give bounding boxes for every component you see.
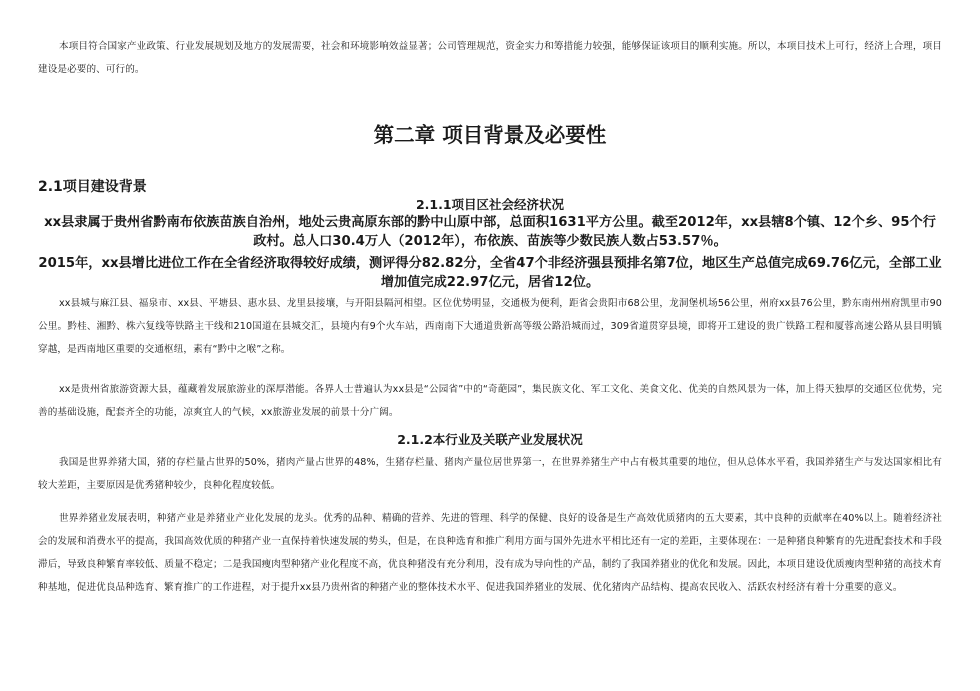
- subsection-title-industry: 2.1.2本行业及关联产业发展状况: [397, 432, 583, 447]
- chapter-title: 第二章 项目背景及必要性: [373, 123, 607, 147]
- tourism-paragraph: xx是贵州省旅游资源大县，蕴藏着发展旅游业的深厚潜能。各界人士普遍认为xx县是“公园省”中的“奇葩园”，集民族文化、军工文化、美食文化、优美的自然风景为一体，加上得天独厚的交通区位优势，完善的基础设施，配套齐全的功能，凉爽宜人的气候，xx旅游业发展的前景十分广阔。: [38, 384, 942, 418]
- county-overview-bold-paragraph: xx县隶属于贵州省黔南布依族苗族自治州，地处云贵高原东部的黔中山原中部，总面积1631平方公里。截至2012年，xx县辖8个镇、12个乡、95个行政村。总人口30.4万人（2012年），布依族、苗族等少数民族人数占53.57％。: [44, 215, 936, 249]
- pig-industry-paragraph-1: 我国是世界养猪大国，猪的存栏量占世界的50%，猪肉产量占世界的48%，生猪存栏量、猪肉产量位居世界第一，在世界养猪生产中占有极其重要的地位，但从总体水平看，我国养猪生产与发达国家相比有较大差距，主要原因是优秀猪种较少，良种化程度较低。: [38, 457, 942, 491]
- geography-transport-paragraph: xx县城与麻江县、福泉市、xx县、平塘县、惠水县、龙里县接壤，与开阳县隔河相望。区位优势明显，交通极为便利，距省会贵阳市68公里，龙洞堡机场56公里，州府xx县76公里，黔东南州州府凯里市90公里。黔桂、湘黔、株六复线等铁路主干线和210国道在县城交汇，县境内有9个火车站，西南南下大通道贵新高等级公路沿城而过，309省道贯穿县境，即将开工建设的贵广铁路工程和厦蓉高速公路从县目明镇穿越，是西南地区重要的交通枢纽，素有“黔中之喉”之称。: [38, 298, 942, 355]
- section-title: 2.1项目建设背景: [38, 179, 147, 195]
- intro-paragraph: 本项目符合国家产业政策、行业发展规划及地方的发展需要，社会和环境影响效益显著；公司管理规范，资金实力和筹措能力较强，能够保证该项目的顺利实施。所以，本项目技术上可行，经济上合理，项目建设是必要的、可行的。: [38, 41, 942, 75]
- subsection-title-socioeconomic: 2.1.1项目区社会经济状况: [415, 197, 565, 212]
- economic-performance-bold-paragraph: 2015年，xx县增比进位工作在全省经济取得较好成绩，测评得分82.82分，全省47个非经济强县预排名第7位，地区生产总值完成69.76亿元，全部工业增加值完成22.97亿元，居省12位。: [38, 256, 942, 290]
- pig-industry-paragraph-2: 世界养猪业发展表明，种猪产业是养猪业产业化发展的龙头。优秀的品种、精确的营养、先进的管理、科学的保健、良好的设备是生产高效优质猪肉的五大要素，其中良种的贡献率在40%以上。随着经济社会的发展和消费水平的提高，我国高效优质的种猪产业一直保持着快速发展的势头，但是，在良种选育和推广利用方面与国外先进水平相比还有一定的差距，主要体现在：一是种猪良种繁育的先进配套技术和手段滞后，导致良种繁育率较低、质量不稳定；二是我国瘦肉型种猪产业化程度不高，优良种猪没有充分利用，没有成为导向性的产品，制约了我国养猪业的优化和发展。因此，本项目建设优质瘦肉型种猪的高技术育种基地，促进优良品种选育、繁育推广的工作进程，对于提升xx县乃贵州省的种猪产业的整体技术水平、促进我国养猪业的发展、优化猪肉产品结构、提高农民收入、活跃农村经济有着十分重要的意义。: [38, 513, 942, 593]
